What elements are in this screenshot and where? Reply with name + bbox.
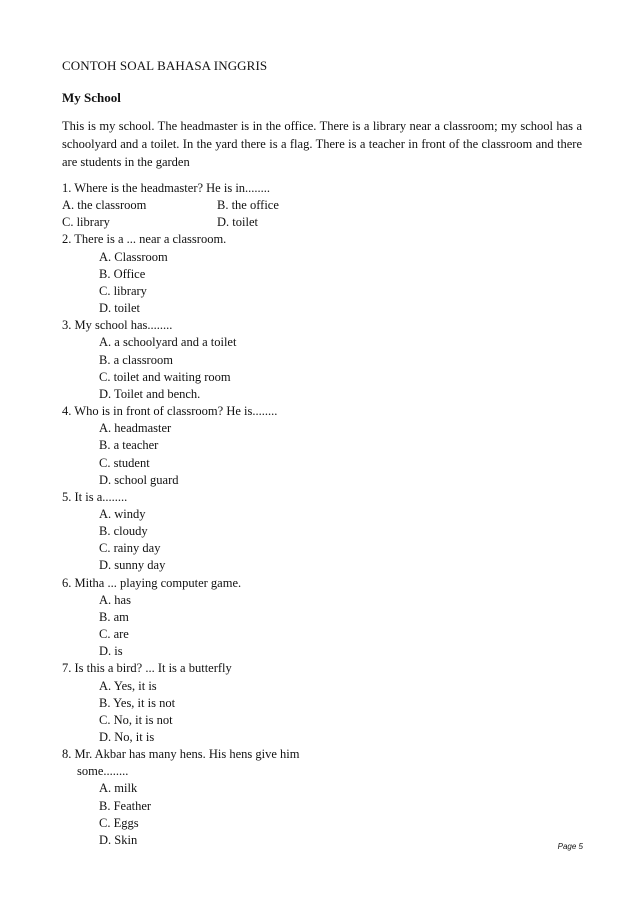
option-c: C. student [99,455,150,470]
option-b: B. am [99,609,129,624]
option-a: A. windy [99,506,146,521]
option-b: B. a classroom [99,352,173,367]
option-d: D. Toilet and bench. [99,386,201,401]
question-stem: 4. Who is in front of classroom? He is........ [62,404,278,419]
page-number: Page 5 [557,842,583,851]
option-c: C. toilet and waiting room [99,369,231,384]
option-d: D. is [99,644,123,659]
option-a: A. milk [99,781,138,796]
question-stem: 1. Where is the headmaster? He is in........ [62,181,271,195]
option-c: C. are [99,627,129,642]
question-6 [62,575,582,661]
question-stem-continuation: some........ [77,764,129,779]
question-3 [62,317,582,403]
option-a: A. the classroom [62,198,147,213]
question-list [62,180,582,849]
option-b: B. Feather [99,798,152,813]
passage-title: My School [62,90,121,105]
option-a: A. has [99,592,131,607]
option-a: A. Classroom [99,249,168,264]
option-a: A. Yes, it is [99,678,157,693]
question-5 [62,489,582,575]
option-d: D. toilet [217,215,258,230]
question-stem: 8. Mr. Akbar has many hens. His hens give him [62,747,300,762]
question-stem: 3. My school has........ [62,318,173,333]
option-c: C. No, it is not [99,712,173,727]
option-d: D. toilet [99,301,140,316]
option-c: C. library [62,215,110,230]
option-c: C. Eggs [99,815,139,830]
option-d: D. No, it is [99,730,155,744]
option-b: B. Office [99,266,146,281]
option-d: D. sunny day [99,558,166,573]
option-c: C. rainy day [99,541,161,556]
question-8 [62,746,582,849]
option-d: D. Skin [99,832,138,847]
option-c: C. library [99,283,147,298]
option-b: B. cloudy [99,524,148,539]
question-1 [62,180,582,231]
option-grid [62,197,582,231]
question-4 [62,403,582,489]
question-2 [62,231,582,317]
question-stem: 6. Mitha ... playing computer game. [62,575,242,590]
option-b: B. a teacher [99,438,159,453]
option-b: B. Yes, it is not [99,695,176,710]
question-stem: 7. Is this a bird? ... It is a butterfly [62,661,232,676]
option-d: D. school guard [99,472,179,487]
option-a: A. a schoolyard and a toilet [99,335,237,350]
question-stem: 5. It is a........ [62,489,128,504]
passage-text: This is my school. The headmaster is in the office. There is a library near a classroom; my school has a schoolyard and a toilet. In the yard there is a flag. There is a teacher in front of the classroom and there are students in the garden [62,119,582,169]
option-a: A. headmaster [99,421,172,436]
question-7 [62,660,582,746]
option-b: B. the office [217,198,279,213]
question-stem: 2. There is a ... near a classroom. [62,232,227,247]
document-title: CONTOH SOAL BAHASA INGGRIS [62,58,268,73]
